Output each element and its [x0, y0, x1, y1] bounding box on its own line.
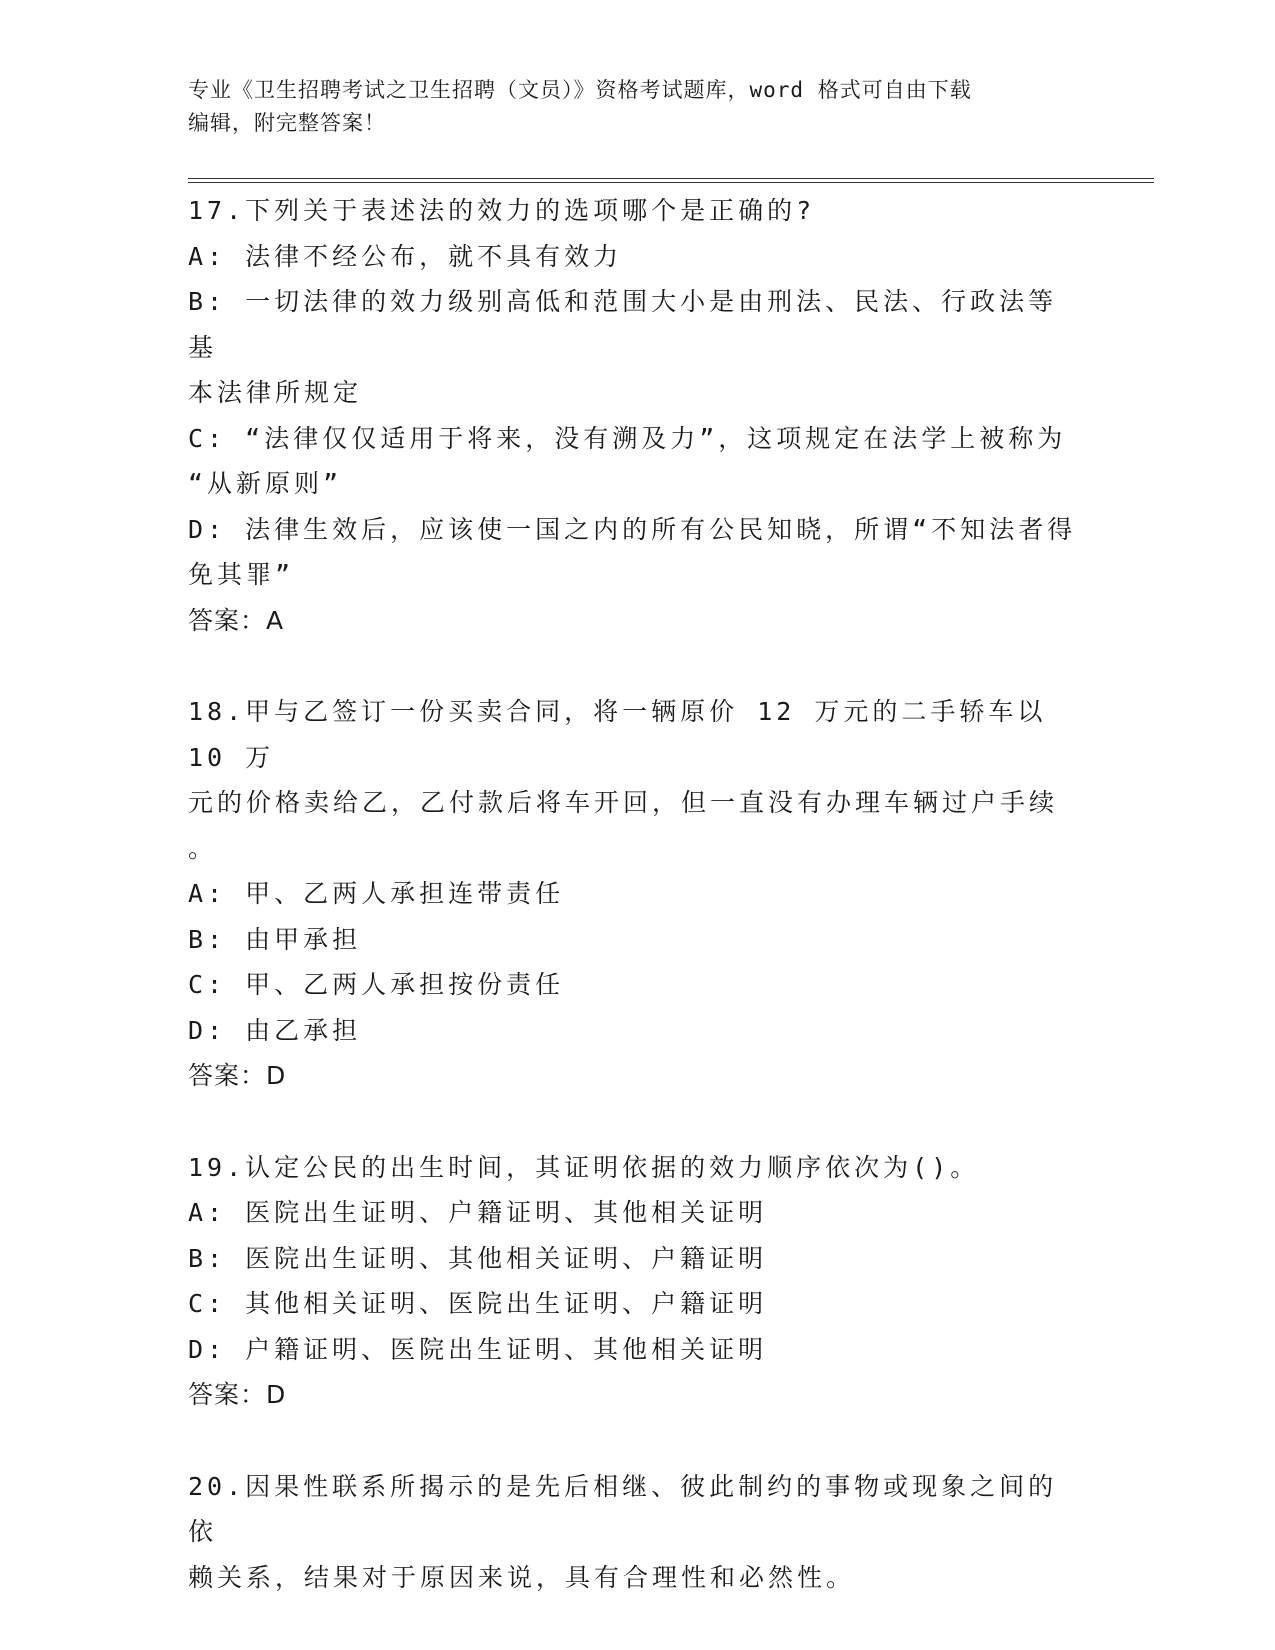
option-d: D: 法律生效后，应该使一国之内的所有公民知晓，所谓“不知法者得: [188, 514, 1077, 544]
option-a: A: 法律不经公布，就不具有效力: [188, 241, 623, 271]
option-c: C: 甲、乙两人承担按份责任: [188, 970, 565, 999]
option-a: A: 医院出生证明、户籍证明、其他相关证明: [188, 1198, 768, 1227]
option-c: C: 其他相关证明、医院出生证明、户籍证明: [188, 1289, 768, 1318]
question-stem: 19.认定公民的出生时间，其证明依据的效力顺序依次为()。: [188, 1152, 980, 1182]
question-stem-continued: 元的价格卖给乙，乙付款后将车开回，但一直没有办理车辆过户手续: [188, 788, 1059, 817]
question-list: [188, 188, 1078, 1646]
option-a: A: 甲、乙两人承担连带责任: [188, 879, 565, 908]
document-header: [188, 74, 1068, 140]
question-stem-continued: 赖关系，结果对于原因来说，具有合理性和必然性。: [188, 1562, 856, 1592]
question-18: [188, 689, 1078, 1099]
option-b: B: 医院出生证明、其他相关证明、户籍证明: [188, 1243, 768, 1273]
option-c: C: “法律仅仅适用于将来，没有溯及力”，这项规定在法学上被称为: [188, 423, 1067, 453]
question-stem: 20.因果性联系所揭示的是先后相继、彼此制约的事物或现象之间的依: [188, 1471, 1058, 1546]
question-17: [188, 188, 1078, 643]
question-20: [188, 1464, 1078, 1601]
header-line-2: 编辑，附完整答案！: [188, 111, 386, 135]
answer-line: 答案：A: [188, 605, 285, 635]
header-line-1: 专业《卫生招聘考试之卫生招聘（文员）》资格考试题库，word 格式可自由下载: [188, 78, 972, 102]
option-d: D: 户籍证明、医院出生证明、其他相关证明: [188, 1334, 768, 1364]
option-d-continued: 免其罪”: [188, 560, 295, 589]
option-d: D: 由乙承担: [188, 1015, 362, 1045]
question-stem: 18.甲与乙签订一份买卖合同，将一辆原价 12 万元的二手轿车以 10 万: [188, 697, 1066, 772]
option-b: B: 由甲承担: [188, 924, 362, 954]
question-stem-continued: 。: [188, 833, 218, 863]
option-b-continued: 本法律所规定: [188, 378, 363, 407]
answer-line: 答案：D: [188, 1380, 287, 1409]
option-b: B: 一切法律的效力级别高低和范围大小是由刑法、民法、行政法等基: [188, 287, 1058, 362]
option-c-continued: “从新原则”: [188, 469, 343, 498]
question-stem: 17.下列关于表述法的效力的选项哪个是正确的?: [188, 196, 816, 225]
header-divider: [188, 178, 1154, 183]
answer-line: 答案：D: [188, 1061, 287, 1090]
question-19: [188, 1145, 1078, 1418]
